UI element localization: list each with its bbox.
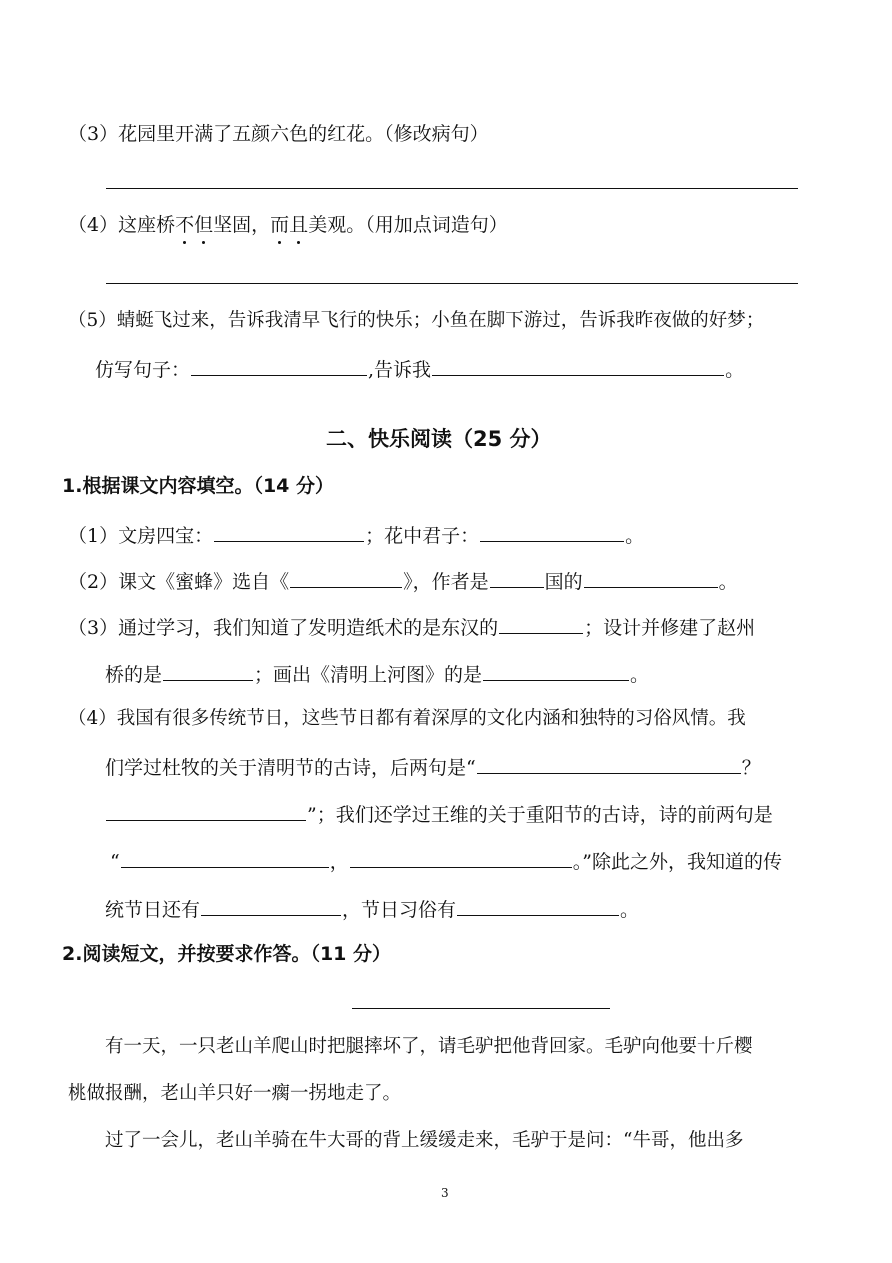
blank[interactable] (191, 355, 367, 376)
blank[interactable] (214, 521, 364, 542)
dotted-char: 且 (289, 214, 309, 236)
blank[interactable] (480, 521, 624, 542)
question-number: （5） (68, 310, 117, 331)
title-blank-line[interactable] (352, 1008, 610, 1009)
part-1-heading: 1.根据课文内容填空。（14 分） (62, 475, 334, 497)
blank[interactable] (490, 567, 544, 588)
story-paragraph-1-cont: 桃做报酬，老山羊只好一瘸一拐地走了。 (68, 1083, 402, 1104)
dotted-char: 而 (270, 214, 290, 236)
dotted-char: 不 (175, 214, 195, 236)
question-text: 坚固， (213, 214, 271, 236)
imitate-line (95, 355, 744, 383)
punct: 。 (718, 571, 738, 593)
question-text: 花园里开满了五颜六色的红花。（修改病句） (118, 123, 489, 145)
item-text: 统节日还有 (105, 899, 201, 921)
fill-item-4-line3 (105, 800, 773, 828)
fill-item-2 (68, 567, 738, 595)
blank[interactable] (350, 847, 572, 868)
punct: 。 (725, 359, 745, 381)
item-text: 们学过杜牧的关于清明节的古诗，后两句是“ (105, 757, 476, 779)
blank[interactable] (483, 660, 629, 681)
blank[interactable] (477, 753, 741, 774)
blank[interactable] (201, 895, 341, 916)
blank[interactable] (432, 355, 724, 376)
fill-item-4-line5 (105, 895, 639, 923)
fill-item-4: （4）我国有很多传统节日，这些节日都有着深厚的文化内涵和独特的习俗风情。我 (68, 708, 746, 729)
fill-item-4-line2 (105, 753, 761, 781)
story-paragraph-2: 过了一会儿，老山羊骑在牛大哥的背上缓缓走来，毛驴于是问：“牛哥，他出多 (105, 1130, 744, 1151)
blank[interactable] (163, 660, 253, 681)
question-number: （3） (68, 123, 119, 145)
blank[interactable] (121, 847, 329, 868)
item-text: ；画出《清明上河图》的是 (254, 664, 483, 686)
item-text: ；设计并修建了赵州 (584, 617, 756, 639)
blank[interactable] (106, 800, 306, 821)
question-3 (68, 121, 489, 147)
punct: 。 (620, 899, 640, 921)
item-text: ，节日习俗有 (342, 899, 457, 921)
item-text: 》，作者是 (403, 571, 489, 593)
fill-item-1 (68, 521, 644, 549)
item-text: （3）通过学习，我们知道了发明造纸术的是东汉的 (68, 617, 499, 639)
item-text: 桥的是 (105, 664, 163, 686)
question-text: 这座桥 (118, 214, 176, 236)
punct: 。 (625, 525, 645, 547)
fill-item-3-cont (105, 660, 649, 688)
imitate-label: 仿写句子： (95, 359, 191, 381)
blank[interactable] (457, 895, 619, 916)
punct: 。 (630, 664, 650, 686)
dotted-char: 但 (194, 214, 214, 236)
answer-line[interactable] (106, 283, 798, 284)
item-text: ”；我们还学过王维的关于重阳节的古诗，诗的前两句是 (307, 804, 773, 826)
question-text: 蜻蜓飞过来，告诉我清早飞行的快乐；小鱼在脚下游过，告诉我昨夜做的好梦； (116, 310, 765, 331)
part-2-heading: 2.阅读短文，并按要求作答。（11 分） (62, 943, 391, 965)
question-text: 美观。（用加点词造句） (308, 214, 508, 236)
fill-item-4-line4 (110, 847, 782, 875)
punct: ， (329, 851, 349, 873)
punct: “ (110, 851, 120, 873)
question-5 (68, 308, 764, 334)
item-text: 国的 (544, 571, 583, 593)
question-number: （4） (68, 214, 119, 236)
item-text: （2）课文《蜜蜂》选自《 (68, 571, 290, 593)
item-text: 。”除此之外，我知道的传 (572, 851, 782, 873)
answer-line[interactable] (106, 188, 798, 189)
item-text: （1）文房四宝： (68, 525, 214, 547)
blank[interactable] (499, 613, 583, 634)
story-paragraph-1: 有一天，一只老山羊爬山时把腿摔坏了，请毛驴把他背回家。毛驴向他要十斤樱 (105, 1036, 753, 1057)
fill-item-3 (68, 613, 755, 641)
imitate-mid: ,告诉我 (368, 359, 432, 381)
page-number: 3 (441, 1186, 449, 1200)
section-title: 二、快乐阅读（25 分） (326, 427, 552, 451)
item-text: ；花中君子： (365, 525, 480, 547)
blank[interactable] (584, 567, 718, 588)
punct: ？ (741, 757, 761, 779)
blank[interactable] (290, 567, 402, 588)
question-4 (68, 212, 508, 238)
